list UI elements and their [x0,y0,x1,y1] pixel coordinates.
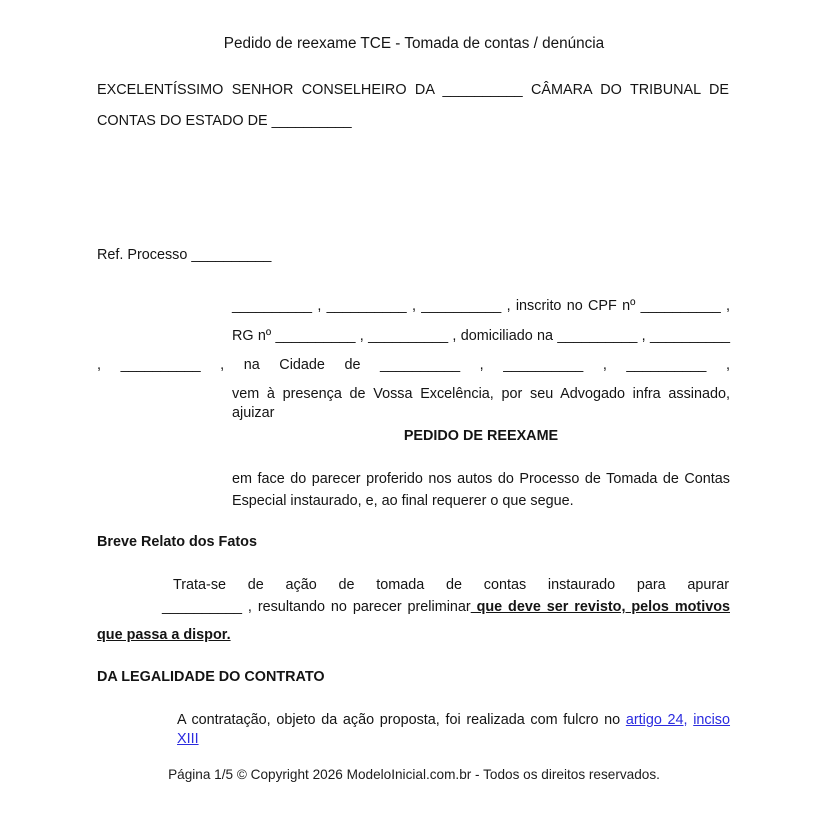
contract-paragraph [177,711,730,749]
page-footer-copyright: Página 1/5 © Copyright 2026 ModeloInicial.com.br - Todos os direitos reservados. [168,767,660,782]
facts-line-2 [162,598,730,617]
party-line-3: , __________ , na Cidade de __________ , __________ , __________ , [97,357,730,373]
emface-line-2: Especial instaurado, e, ao final requerer o que segue. [232,493,574,509]
emface-line-1: em face do parecer proferido nos autos do Processo de Tomada de Contas [232,471,730,487]
heading-breve-relato: Breve Relato dos Fatos [97,534,257,550]
addressee-line-2: CONTAS DO ESTADO DE __________ [97,113,352,129]
heading-pedido-de-reexame: PEDIDO DE REEXAME [403,428,559,444]
facts-line-1: Trata-se de ação de tomada de contas instaurado para apurar [173,577,729,593]
facts-line-3 [97,626,730,645]
party-line-1: __________ , __________ , __________ , inscrito no CPF nº __________ , [232,298,730,314]
link-inciso-xiii[interactable]: inciso XIII [177,712,731,747]
addressee-line-1: EXCELENTÍSSIMO SENHOR CONSELHEIRO DA __________ CÂMARA DO TRIBUNAL DE [97,82,729,98]
link-separator-comma: , [683,712,688,728]
party-line-2: RG nº __________ , __________ , domiciliado na __________ , __________ [232,328,730,344]
link-artigo-24[interactable]: artigo 24 [625,712,684,728]
facts-line-2-text: __________ , resultando no parecer preliminar [162,599,471,615]
party-line-4: vem à presença de Vossa Excelência, por seu Advogado infra assinado, ajuizar [232,386,730,421]
facts-line-3-emphasis: que passa a dispor. [97,627,231,643]
facts-line-2-emphasis: que deve ser revisto, pelos motivos [470,599,730,615]
process-reference: Ref. Processo __________ [97,247,272,263]
contract-paragraph-text: A contratação, objeto da ação proposta, foi realizada com fulcro no [177,712,621,728]
document-title: Pedido de reexame TCE - Tomada de contas / denúncia [223,35,605,52]
heading-legalidade-contrato: DA LEGALIDADE DO CONTRATO [97,669,325,685]
